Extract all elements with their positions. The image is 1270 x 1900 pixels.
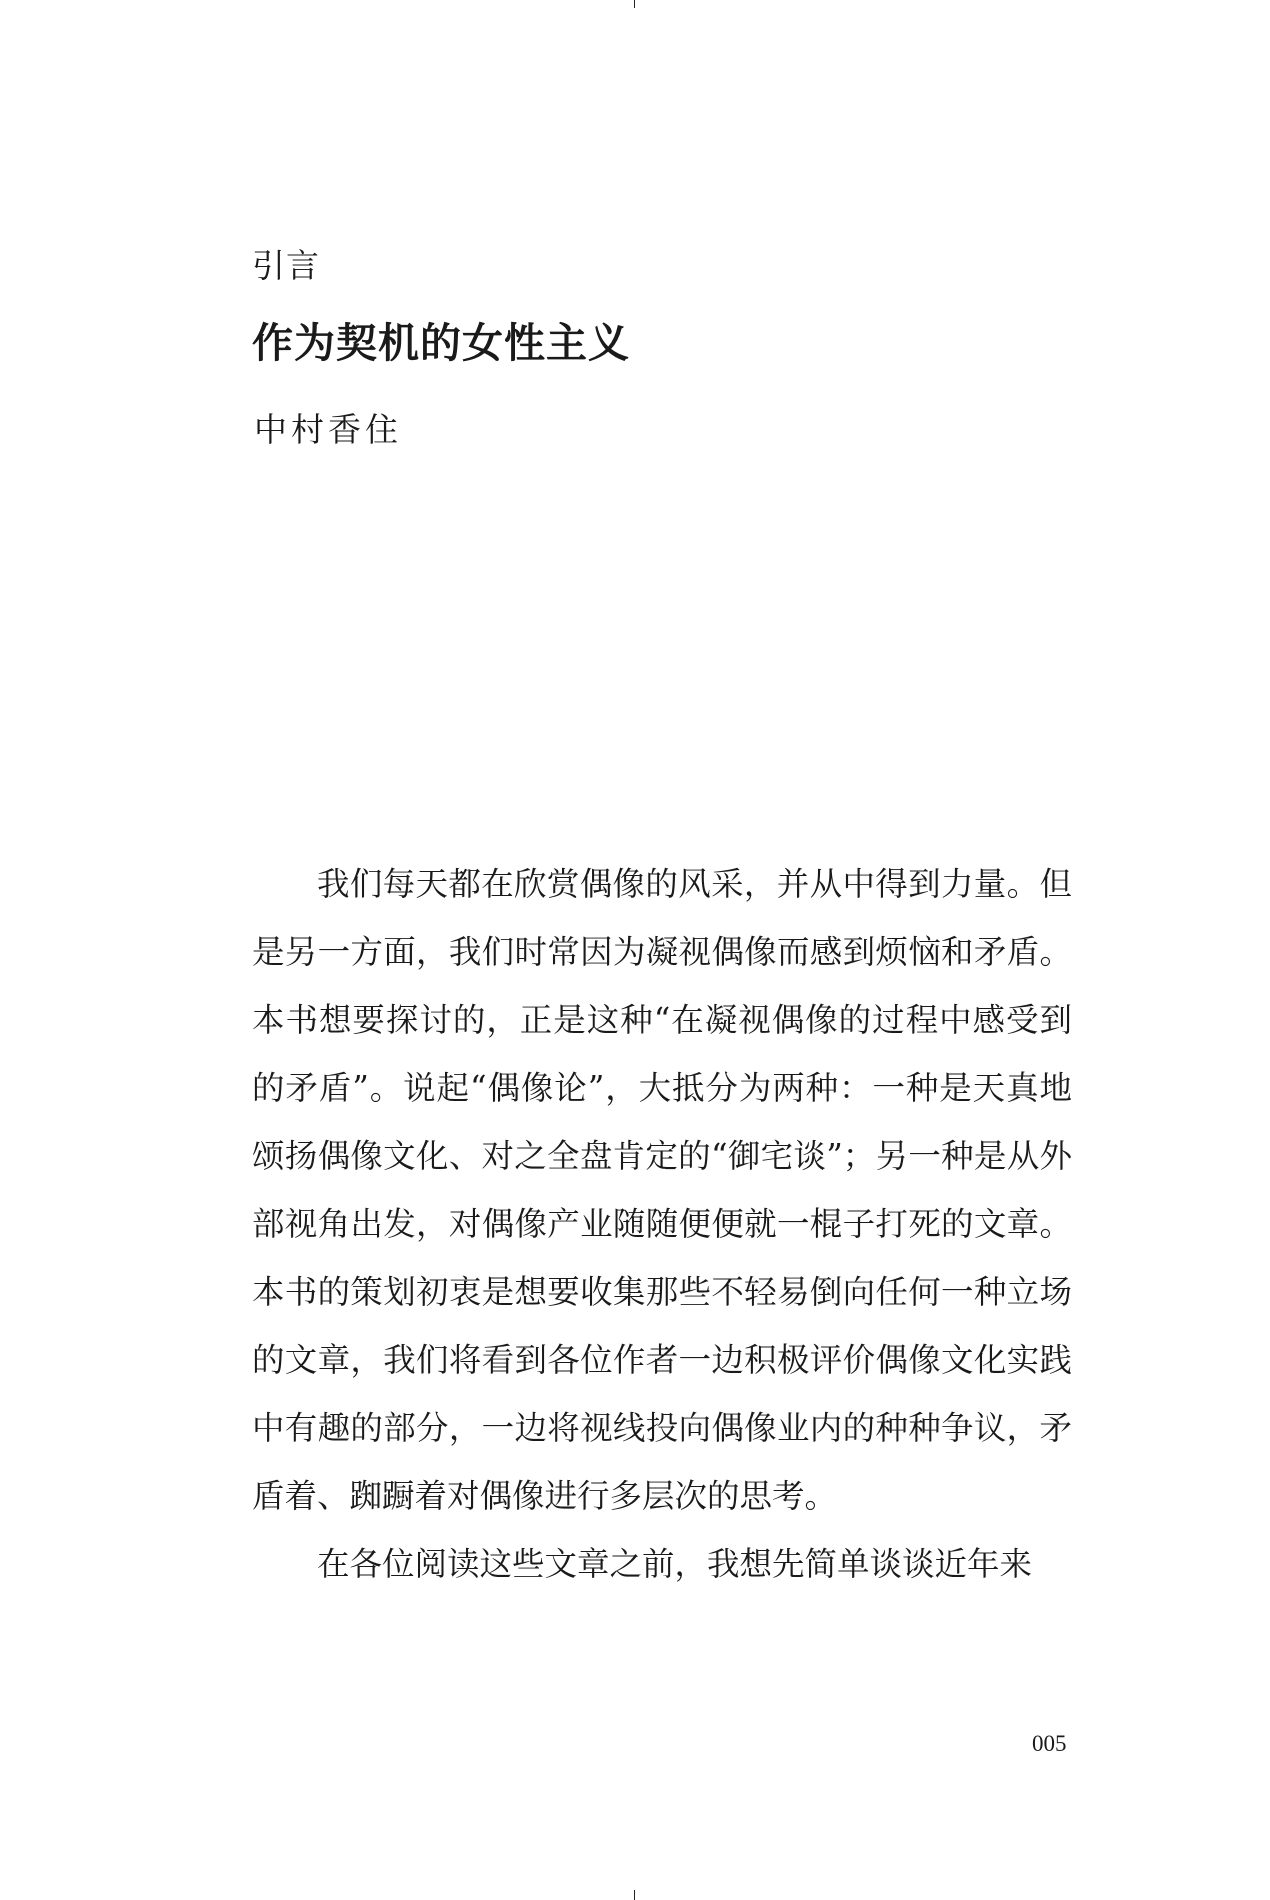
author-name: 中村香住 [254, 410, 402, 449]
crop-mark-bottom [634, 1890, 635, 1900]
chapter-title: 作为契机的女性主义 [252, 319, 630, 367]
paragraph: 我们每天都在欣赏偶像的风采，并从中得到力量。但是另一方面，我们时常因为凝视偶像而感到烦恼和矛盾。本书想要探讨的，正是这种“在凝视偶像的过程中感受到的矛盾”。说起“偶像论”，大抵分为两种：一种是天真地颂扬偶像文化、对之全盘肯定的“御宅谈”；另一种是从外部视角出发，对偶像产业随随便便就一棍子打死的文章。本书的策划初衷是想要收集那些不轻易倒向任何一种立场的文章，我们将看到各位作者一边积极评价偶像文化实践中有趣的部分，一边将视线投向偶像业内的种种争议，矛盾着、踟蹰着对偶像进行多层次的思考。 [252, 865, 1072, 1515]
chapter-label: 引言 [252, 246, 320, 285]
paragraph: 在各位阅读这些文章之前，我想先简单谈谈近年来 [317, 1545, 1033, 1583]
body-text [252, 850, 1072, 1598]
crop-mark-top [634, 0, 635, 8]
page-number: 005 [1032, 1731, 1067, 1756]
